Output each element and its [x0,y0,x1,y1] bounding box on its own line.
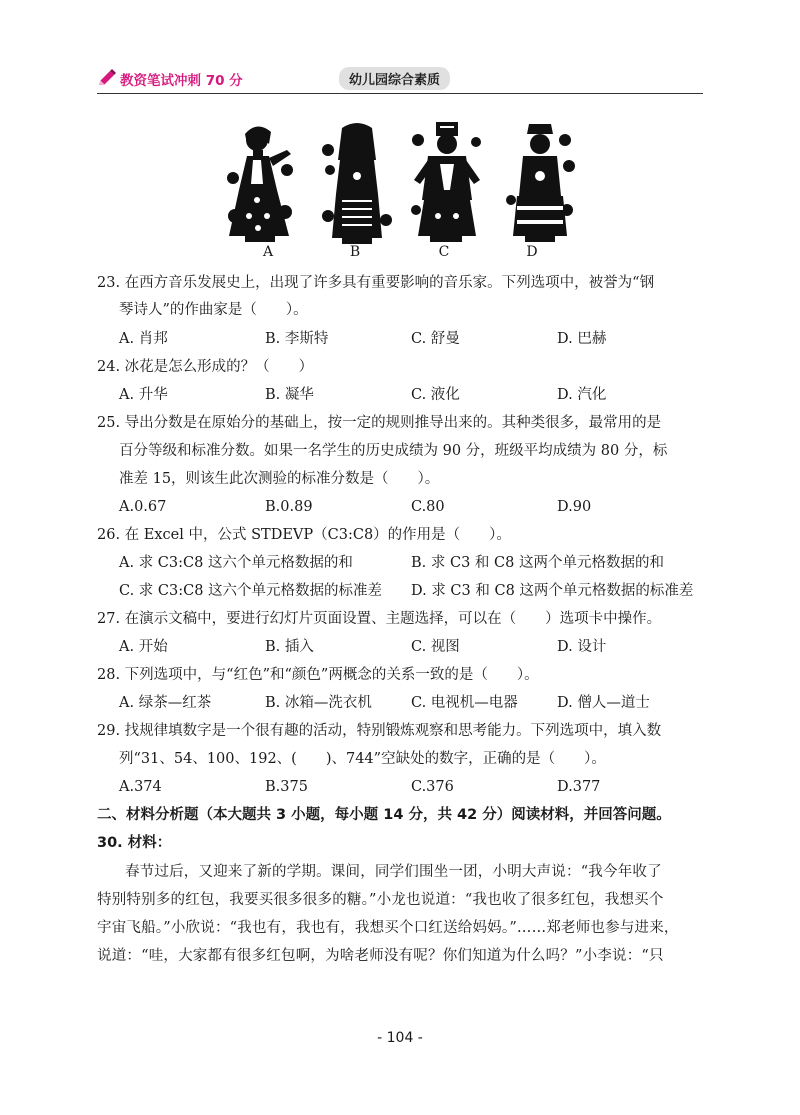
q25-option-a: A.0.67 [119,499,167,515]
q24-option-c: C. 液化 [411,387,460,403]
question-23-stem-line2: 琴诗人”的作曲家是（ ）。 [119,302,308,318]
q24-option-d: D. 汽化 [557,387,607,403]
q26-option-b: B. 求 C3 和 C8 这两个单元格数据的和 [411,555,664,571]
papercut-figure-a [225,120,299,248]
figure-label-a: A [262,244,274,260]
question-26-stem: 26. 在 Excel 中，公式 STDEVP（C3:C8）的作用是（ ）。 [97,527,511,543]
q25-option-d: D.90 [557,499,592,515]
figure-label-d: D [526,244,538,260]
q27-option-c: C. 视图 [411,639,460,655]
q23-option-a: A. 肖邦 [119,331,168,347]
question-25-stem-line1: 25. 导出分数是在原始分的基础上，按一定的规则推导出来的。其种类很多，最常用的是 [97,415,662,431]
header-rule [97,93,703,94]
question-29-stem-line2: 列“31、54、100、192、( )、744”空缺处的数字，正确的是（ ）。 [119,751,606,767]
page-number: - 104 - [377,1030,423,1046]
question-29-stem-line1: 29. 找规律填数字是一个很有趣的活动，特别锻炼观察和思考能力。下列选项中，填入数 [97,723,662,739]
material-line1: 春节过后，又迎来了新的学期。课间，同学们围坐一团，小明大声说：“我今年收了 [125,864,662,880]
question-25-stem-line2: 百分等级和标准分数。如果一名学生的历史成绩为 90 分，班级平均成绩为 80 分，标 [119,443,668,459]
q28-option-d: D. 僧人—道士 [557,695,650,711]
q25-option-c: C.80 [411,499,445,515]
q29-option-c: C.376 [411,779,454,795]
page-header [97,66,703,92]
material-line4: 说道：“哇，大家都有很多红包啊，为啥老师没有呢？你们知道为什么吗？”小李说：“只 [97,948,664,964]
q28-option-a: A. 绿茶—红茶 [119,695,212,711]
question-23-stem-line1: 23. 在西方音乐发展史上，出现了许多具有重要影响的音乐家。下列选项中，被誉为“钢 [97,275,655,291]
question-25-stem-line3: 准差 15，则该生此次测验的标准分数是（ ）。 [119,471,440,487]
papercut-figure-b [320,120,394,248]
q27-option-d: D. 设计 [557,639,607,655]
question-28-stem: 28. 下列选项中，与“红色”和“颜色”两概念的关系一致的是（ ）。 [97,667,539,683]
q29-option-a: A.374 [119,779,162,795]
question-30-label: 30. 材料： [97,835,172,851]
figure-label-c: C [438,244,450,260]
q23-option-c: C. 舒曼 [411,331,460,347]
material-line3: 宇宙飞船。”小欣说：“我也有，我也有，我想买个口红送给妈妈。”……郑老师也参与进来， [97,920,679,936]
q24-option-a: A. 升华 [119,387,168,403]
q27-option-b: B. 插入 [265,639,314,655]
q26-option-a: A. 求 C3:C8 这六个单元格数据的和 [119,555,353,571]
header-subject-chip: 幼儿园综合素质 [339,67,450,90]
q28-option-c: C. 电视机—电器 [411,695,518,711]
section-2-title: 二、材料分析题（本大题共 3 小题，每小题 14 分，共 42 分）阅读材料，并回答问题。 [97,807,671,823]
q26-option-d: D. 求 C3 和 C8 这两个单元格数据的标准差 [411,583,694,599]
papercut-figure-d [503,120,577,248]
q28-option-b: B. 冰箱—洗衣机 [265,695,372,711]
q23-option-d: D. 巴赫 [557,331,607,347]
question-27-stem: 27. 在演示文稿中，要进行幻灯片页面设置、主题选择，可以在（ ）选项卡中操作。 [97,611,662,627]
header-brand: 教资笔试冲刺 70 分 [120,73,243,89]
q27-option-a: A. 开始 [119,639,168,655]
q26-option-c: C. 求 C3:C8 这六个单元格数据的标准差 [119,583,383,599]
papercut-figures [220,120,600,260]
question-24-stem: 24. 冰花是怎么形成的？（ ） [97,359,314,375]
q24-option-b: B. 凝华 [265,387,314,403]
q23-option-b: B. 李斯特 [265,331,329,347]
papercut-figure-c [410,120,484,248]
figure-label-b: B [349,244,361,260]
pen-icon [97,68,117,88]
q29-option-b: B.375 [265,779,308,795]
q29-option-d: D.377 [557,779,601,795]
q25-option-b: B.0.89 [265,499,313,515]
material-line2: 特别特别多的红包，我要买很多很多的糖。”小龙也说道：“我也收了很多红包，我想买个 [97,892,664,908]
